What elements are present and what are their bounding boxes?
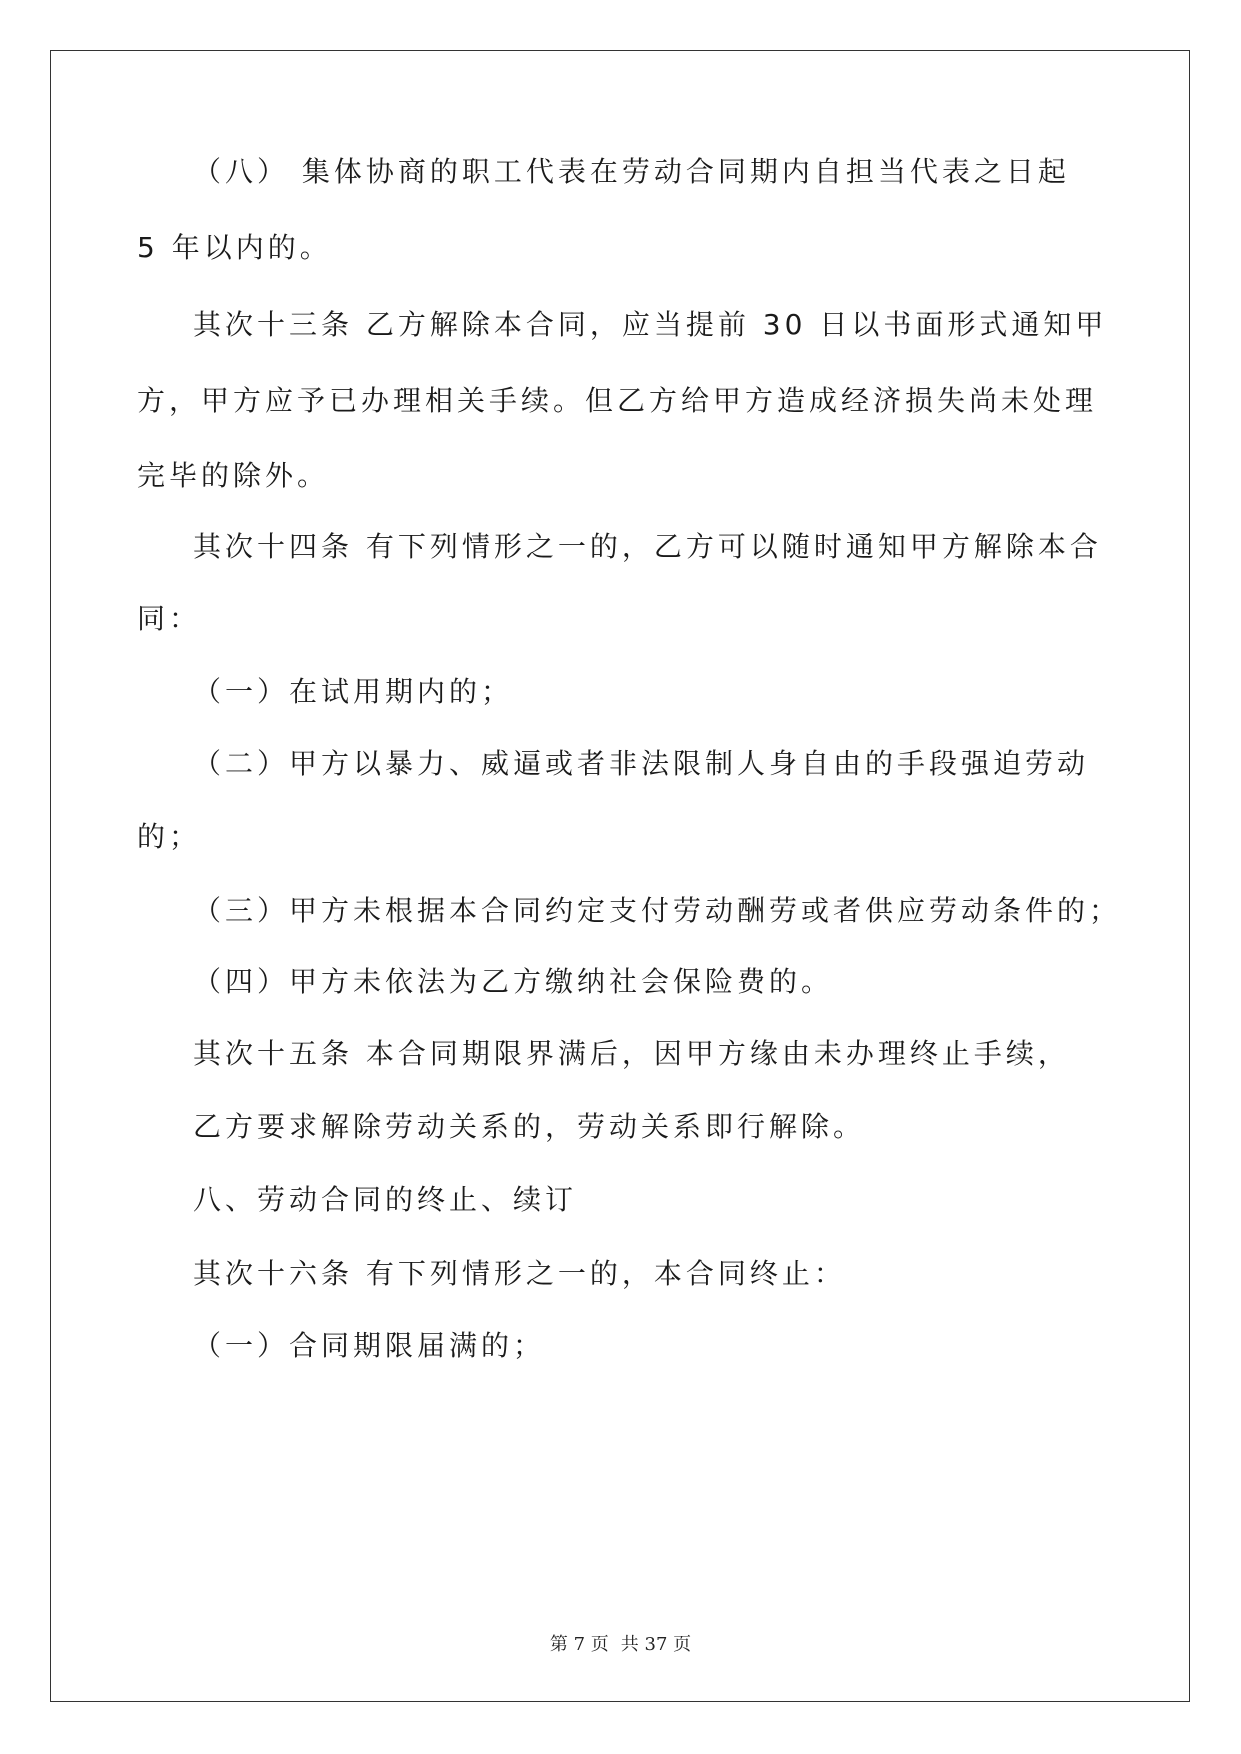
text-line: 其次十六条 有下列情形之一的，本合同终止：: [193, 1257, 846, 1290]
text-line: （三）甲方未根据本合同约定支付劳动酬劳或者供应劳动条件的；: [193, 894, 1122, 927]
text-line: 其次十五条 本合同期限界满后，因甲方缘由未办理终止手续，: [193, 1037, 1070, 1070]
text-line: 完毕的除外。: [137, 459, 330, 492]
text-line: 其次十三条 乙方解除本合同，应当提前 30 日以书面形式通知甲: [193, 308, 1108, 341]
page-number: 第 7 页: [549, 1634, 609, 1655]
section-heading: 八、劳动合同的终止、续订: [193, 1183, 578, 1216]
text-line: （一）在试用期内的；: [193, 675, 514, 708]
text-line: 同：: [137, 602, 202, 635]
text-line: （二）甲方以暴力、威逼或者非法限制人身自由的手段强迫劳动: [193, 747, 1090, 780]
page-total: 共 37 页: [620, 1634, 692, 1655]
text-line: （一）合同期限届满的；: [193, 1329, 546, 1362]
page-border: [50, 50, 1190, 1702]
text-line: 的；: [137, 820, 202, 853]
text-line: （四）甲方未依法为乙方缴纳社会保险费的。: [193, 965, 834, 998]
text-line: 其次十四条 有下列情形之一的，乙方可以随时通知甲方解除本合: [193, 530, 1102, 563]
page-footer: [0, 1636, 1241, 1654]
text-line: （八） 集体协商的职工代表在劳动合同期内自担当代表之日起: [193, 155, 1070, 188]
text-line: 乙方要求解除劳动关系的，劳动关系即行解除。: [193, 1110, 866, 1143]
text-line: 方，甲方应予已办理相关手续。但乙方给甲方造成经济损失尚未处理: [137, 384, 1098, 417]
text-line: 5 年以内的。: [137, 231, 332, 264]
